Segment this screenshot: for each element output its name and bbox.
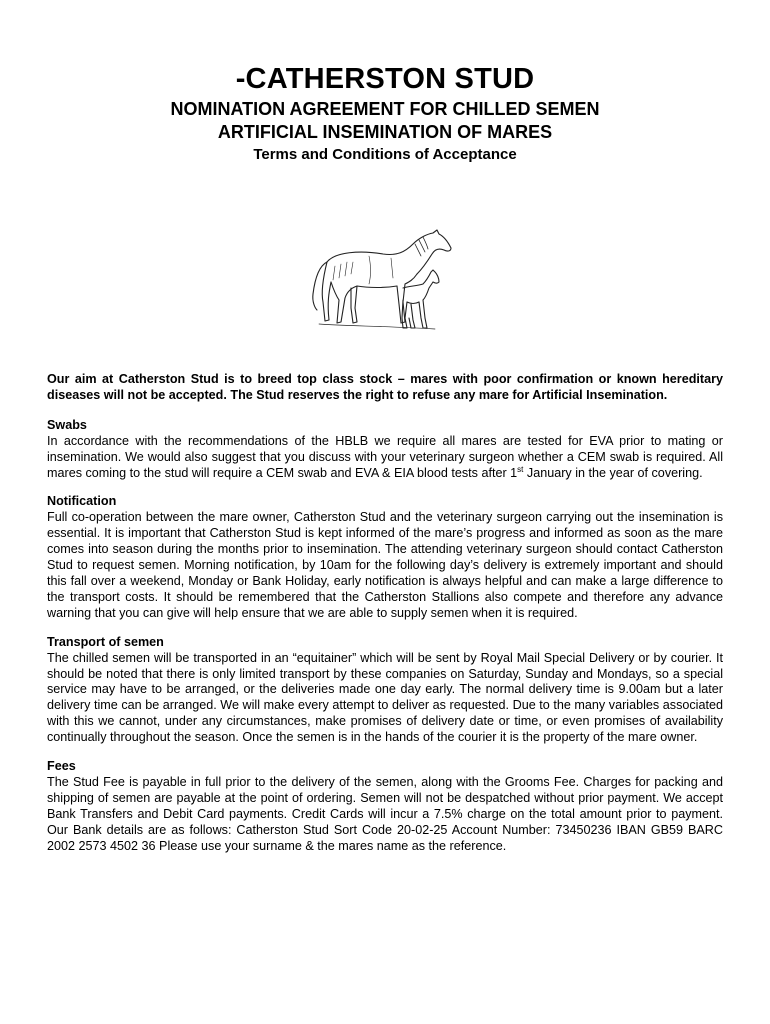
- terms-body: [47, 372, 723, 867]
- section-notification: [47, 494, 723, 621]
- section-transport: [47, 635, 723, 746]
- section-heading: Notification: [47, 494, 117, 509]
- mare-and-foal-illustration: [305, 222, 455, 334]
- document-title: -CATHERSTON STUD: [235, 63, 535, 95]
- section-text: The chilled semen will be transported in an “equitainer” which will be sent by Royal Mail Special Delivery or by courier. It should be noted that there is only limited transport by these companies on Saturday, Sunday and Mondays, so a special service may have to be arranged, or the deliveries made one day early. The normal delivery time is 9.00am but a later delivery time can be arranged. We will make every attempt to deliver as requested. Due to the many variables associated with this we cannot, under any circumstances, make promises of delivery date or time, or even promises of availability continually throughout the season. Once the semen is in the hands of the courier it is the property of the mare owner.: [47, 650, 723, 745]
- section-heading: Transport of semen: [47, 634, 164, 649]
- section-fees: [47, 759, 723, 854]
- section-heading: Swabs: [47, 417, 87, 432]
- swabs-text-part2: January in the year of covering.: [523, 465, 703, 480]
- agreement-subtitle: ARTIFICIAL INSEMINATION OF MARES: [217, 122, 553, 142]
- intro-statement: Our aim at Catherston Stud is to breed top class stock – mares with poor confirmation or known hereditary diseases will not be accepted. The Stud reserves the right to refuse any mare for Artificial Insemination.: [47, 372, 723, 402]
- ordinal-suffix: st: [517, 464, 524, 474]
- agreement-title: NOMINATION AGREEMENT FOR CHILLED SEMEN: [170, 99, 600, 119]
- section-text: Full co-operation between the mare owner, Catherston Stud and the veterinary surgeon carrying out the insemination is essential. It is important that Catherston Stud is kept informed of the mare’s progress and informed as soon as the mare comes into season during the months prior to insemination. The attending veterinary surgeon should contact Catherston Stud to request semen. Morning notification, by 10am for the following day’s delivery is extremely important and should this fall over a weekend, Monday or Bank Holiday, early notification is always helpful and can make a large difference to the transport costs. It should be remembered that the Catherston Stallions also compete and therefore any advance warning that you can give will help ensure that we are able to supply semen when it is required.: [47, 510, 723, 620]
- swabs-text-part1: In accordance with the recommendations of the HBLB we require all mares are tested for EVA prior to mating or insemination. We would also suggest that you discuss with your veterinary surgeon whether a CEM swab is required. All mares coming to the stud will require a CEM swab and EVA & EIA blood tests after 1: [47, 433, 723, 480]
- section-heading: Fees: [47, 759, 76, 774]
- terms-heading: Terms and Conditions of Acceptance: [253, 146, 517, 163]
- section-swabs: [47, 418, 723, 482]
- section-text: The Stud Fee is payable in full prior to the delivery of the semen, along with the Grooms Fee. Charges for packing and shipping of semen are payable at the point of ordering. Semen will not be despatched without prior payment. We accept Bank Transfers and Debit Card payments. Credit Cards will incur a 7.5% charge on the total amount prior to payment. Our Bank details are as follows: Catherston Stud Sort Code 20-02-25 Account Number: 73450236 IBAN GB59 BARC 2002 2573 4502 36 Please use your surname & the mares name as the reference.: [47, 774, 723, 853]
- section-text: [47, 434, 723, 482]
